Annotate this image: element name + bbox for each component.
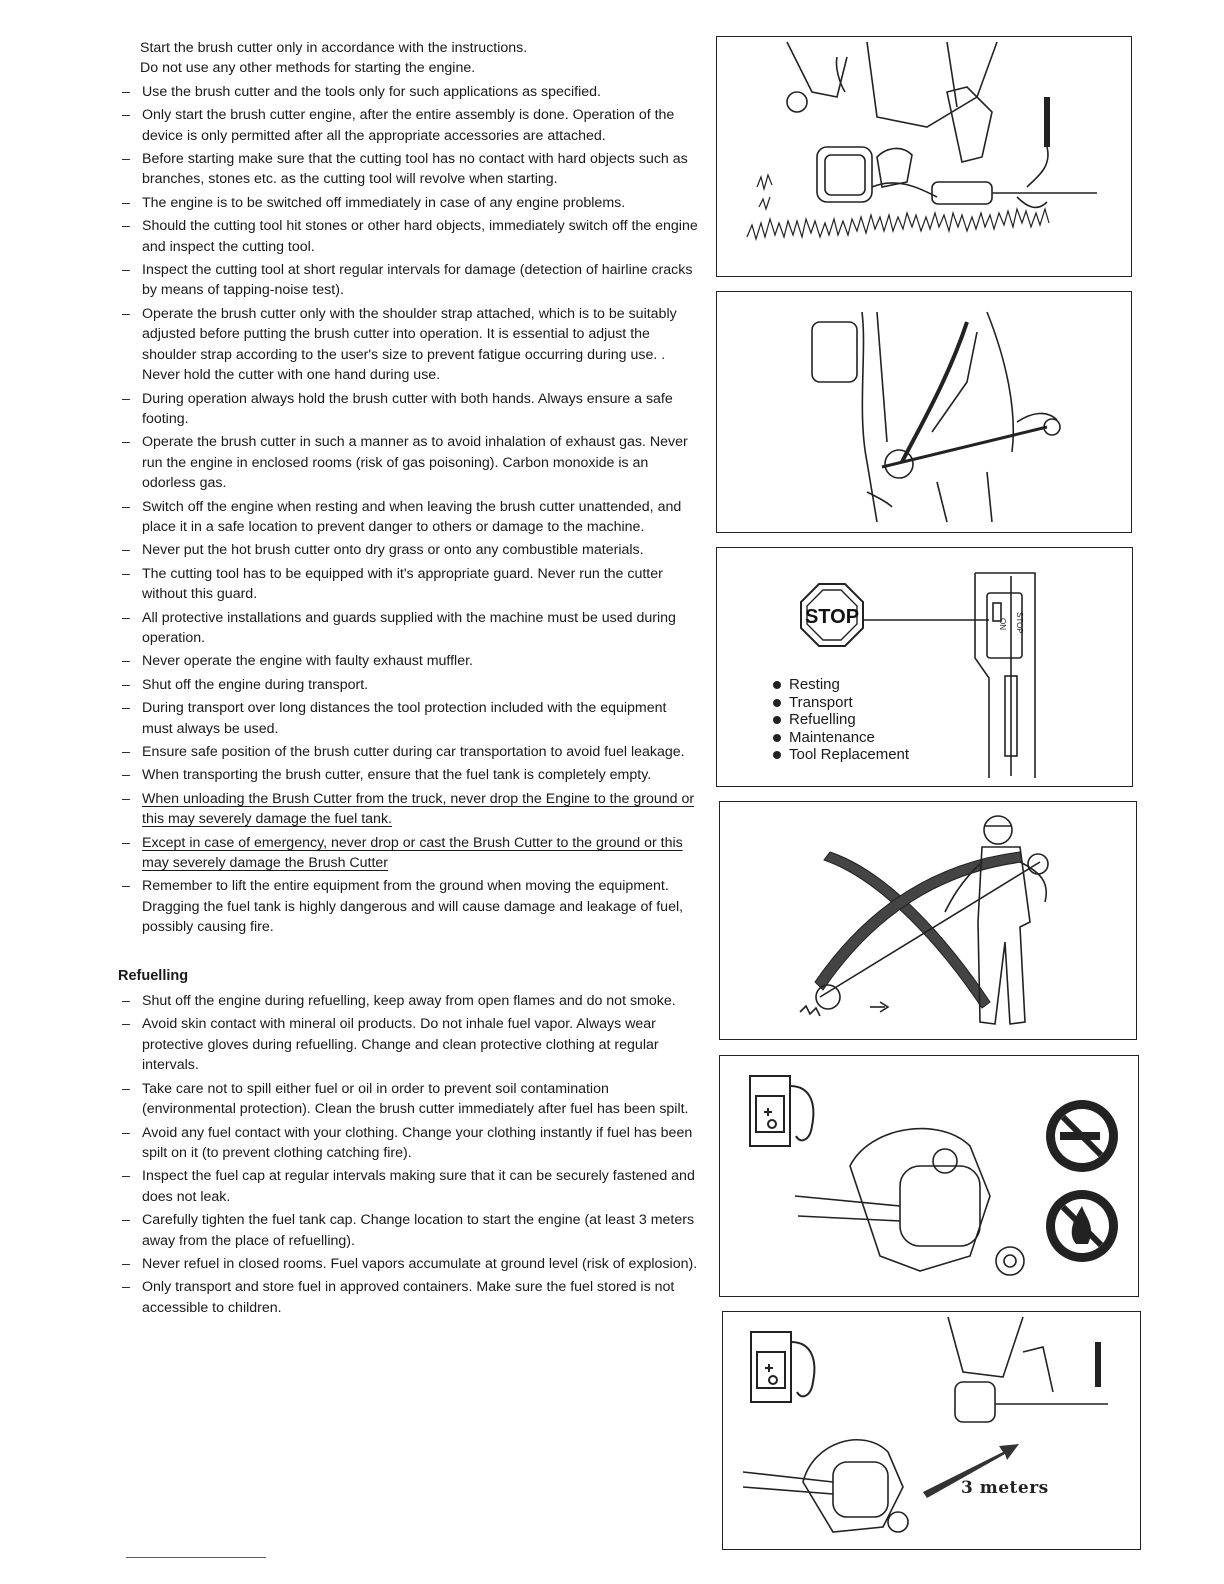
bullet-item: – All protective installations and guards supplied with the machine must be used during operation. — [118, 608, 698, 649]
footer-rule — [126, 1557, 266, 1558]
bullet-item: – Take care not to spill either fuel or oil in order to prevent soil contamination (environmental protection). Clean the brush cutter immediately after fuel has been spilt. — [118, 1079, 698, 1120]
bullet-item-underlined — [118, 833, 698, 874]
bullet-item: – Only start the brush cutter engine, after the entire assembly is done. Operation of the device is only permitted after all the appropriate accessories are attached. — [118, 105, 698, 146]
operator-with-strap-drawing — [717, 292, 1131, 532]
starting-illustration — [716, 36, 1132, 277]
stop-reason-item: Resting — [771, 676, 909, 694]
bullet-item: – Ensure safe position of the brush cutter during car transportation to avoid fuel leakage. — [118, 742, 698, 762]
shoulder-strap-illustration — [716, 291, 1132, 533]
bullet-item: – During operation always hold the brush cutter with both hands. Always ensure a safe footing. — [118, 389, 698, 430]
bullet-item: – Never refuel in closed rooms. Fuel vapors accumulate at ground level (risk of explosion). — [118, 1254, 698, 1274]
stop-reasons-list — [771, 676, 909, 764]
intro-line: Do not use any other methods for starting the engine. — [140, 60, 476, 77]
safety-bullet-list — [118, 82, 698, 938]
bullet-item-underlined — [118, 789, 698, 830]
stop-reason-item: Transport — [771, 694, 909, 712]
svg-text:STOP: STOP — [1015, 612, 1024, 634]
bullet-item: – When transporting the brush cutter, ensure that the fuel tank is completely empty. — [118, 765, 698, 785]
bullet-text: Except in case of emergency, never drop or cast the Brush Cutter to the ground or this may severely damage the Brush Cutter — [142, 834, 683, 872]
start-away-from-refuel-drawing — [723, 1312, 1140, 1549]
no-open-flame-icon — [1046, 1190, 1118, 1262]
intro-paragraph — [118, 38, 698, 79]
stop-conditions-illustration — [716, 547, 1133, 787]
stop-reason-item: Maintenance — [771, 729, 909, 747]
bullet-item: – Shut off the engine during transport. — [118, 675, 698, 695]
refuelling-heading: Refuelling — [118, 967, 189, 984]
operator-starting-engine-drawing — [717, 37, 1131, 276]
dragging-prohibited-drawing — [720, 802, 1136, 1039]
bullet-item: – Operate the brush cutter in such a manner as to avoid inhalation of exhaust gas. Never run the engine in enclosed rooms (risk of gas poisoning). Carbon monoxide is an odorless gas. — [118, 432, 698, 493]
refuelling-safety-illustration — [719, 1055, 1139, 1297]
refuelling-bullet-list — [118, 991, 698, 1318]
bullet-item: – Avoid skin contact with mineral oil products. Do not inhale fuel vapor. Always wear protective gloves during refuelling. Change and clean protective clothing at regular intervals. — [118, 1014, 698, 1075]
stop-reason-item: Tool Replacement — [771, 746, 909, 764]
bullet-item: – Should the cutting tool hit stones or other hard objects, immediately switch off the engine and inspect the cutting tool. — [118, 216, 698, 257]
bullet-item: – The engine is to be switched off immediately in case of any engine problems. — [118, 193, 698, 213]
bullet-item: – Use the brush cutter and the tools only for such applications as specified. — [118, 82, 698, 102]
bullet-item: – Before starting make sure that the cutting tool has no contact with hard objects such as branches, stones etc. as the cutting tool will revolve when starting. — [118, 149, 698, 190]
fuel-pump-icon — [750, 1076, 813, 1146]
bullet-item: – Avoid any fuel contact with your clothing. Change your clothing instantly if fuel has been spilt on it (to prevent clothing catching fire). — [118, 1123, 698, 1164]
three-meters-illustration — [722, 1311, 1141, 1550]
bullet-item: – Inspect the fuel cap at regular intervals making sure that it can be securely fastened and does not leak. — [118, 1166, 698, 1207]
distance-label: 3 meters — [961, 1478, 1049, 1498]
bullet-text: When unloading the Brush Cutter from the truck, never drop the Engine to the ground or this may severely damage the fuel tank. — [142, 790, 695, 828]
bullet-item: – Only transport and store fuel in approved containers. Make sure the fuel stored is not accessible to children. — [118, 1277, 698, 1318]
intro-line: Start the brush cutter only in accordance with the instructions. — [140, 40, 528, 56]
bullet-item: – Never operate the engine with faulty exhaust muffler. — [118, 651, 698, 671]
bullet-item: – During transport over long distances the tool protection included with the equipment must always be used. — [118, 698, 698, 739]
svg-text:ON: ON — [998, 618, 1007, 630]
fuel-pump-icon — [751, 1332, 814, 1402]
bullet-item: – Carefully tighten the fuel tank cap. Change location to start the engine (at least 3 meters away from the place of refuelling). — [118, 1210, 698, 1251]
bullet-item: – Operate the brush cutter only with the shoulder strap attached, which is to be suitably adjusted before putting the brush cutter into operation. It is essential to adjust the shoulder strap according to the user's size to prevent fatigue occurring during use. . Never hold the cutter with one hand during use. — [118, 304, 698, 386]
bullet-item: – Shut off the engine during refuelling, keep away from open flames and do not smoke. — [118, 991, 698, 1011]
stop-sign-text: STOP — [804, 606, 860, 628]
bullet-item: – Switch off the engine when resting and when leaving the brush cutter unattended, and place it in a safe location to prevent danger to others or damage to the machine. — [118, 497, 698, 538]
bullet-item: – Inspect the cutting tool at short regular intervals for damage (detection of hairline cracks by means of tapping-noise test). — [118, 260, 698, 301]
bullet-item: – Never put the hot brush cutter onto dry grass or onto any combustible materials. — [118, 540, 698, 560]
instructions-text-column — [118, 38, 698, 1321]
stop-reason-item: Refuelling — [771, 711, 909, 729]
bullet-item: – The cutting tool has to be equipped with it's appropriate guard. Never run the cutter without this guard. — [118, 564, 698, 605]
do-not-drag-illustration — [719, 801, 1137, 1040]
refuelling-drawing — [720, 1056, 1138, 1296]
bullet-item: – Remember to lift the entire equipment from the ground when moving the equipment. Dragging the fuel tank is highly dangerous and will cause damage and leakage of fuel, possibly causing fire. — [118, 876, 698, 937]
no-smoking-icon — [1046, 1100, 1118, 1172]
